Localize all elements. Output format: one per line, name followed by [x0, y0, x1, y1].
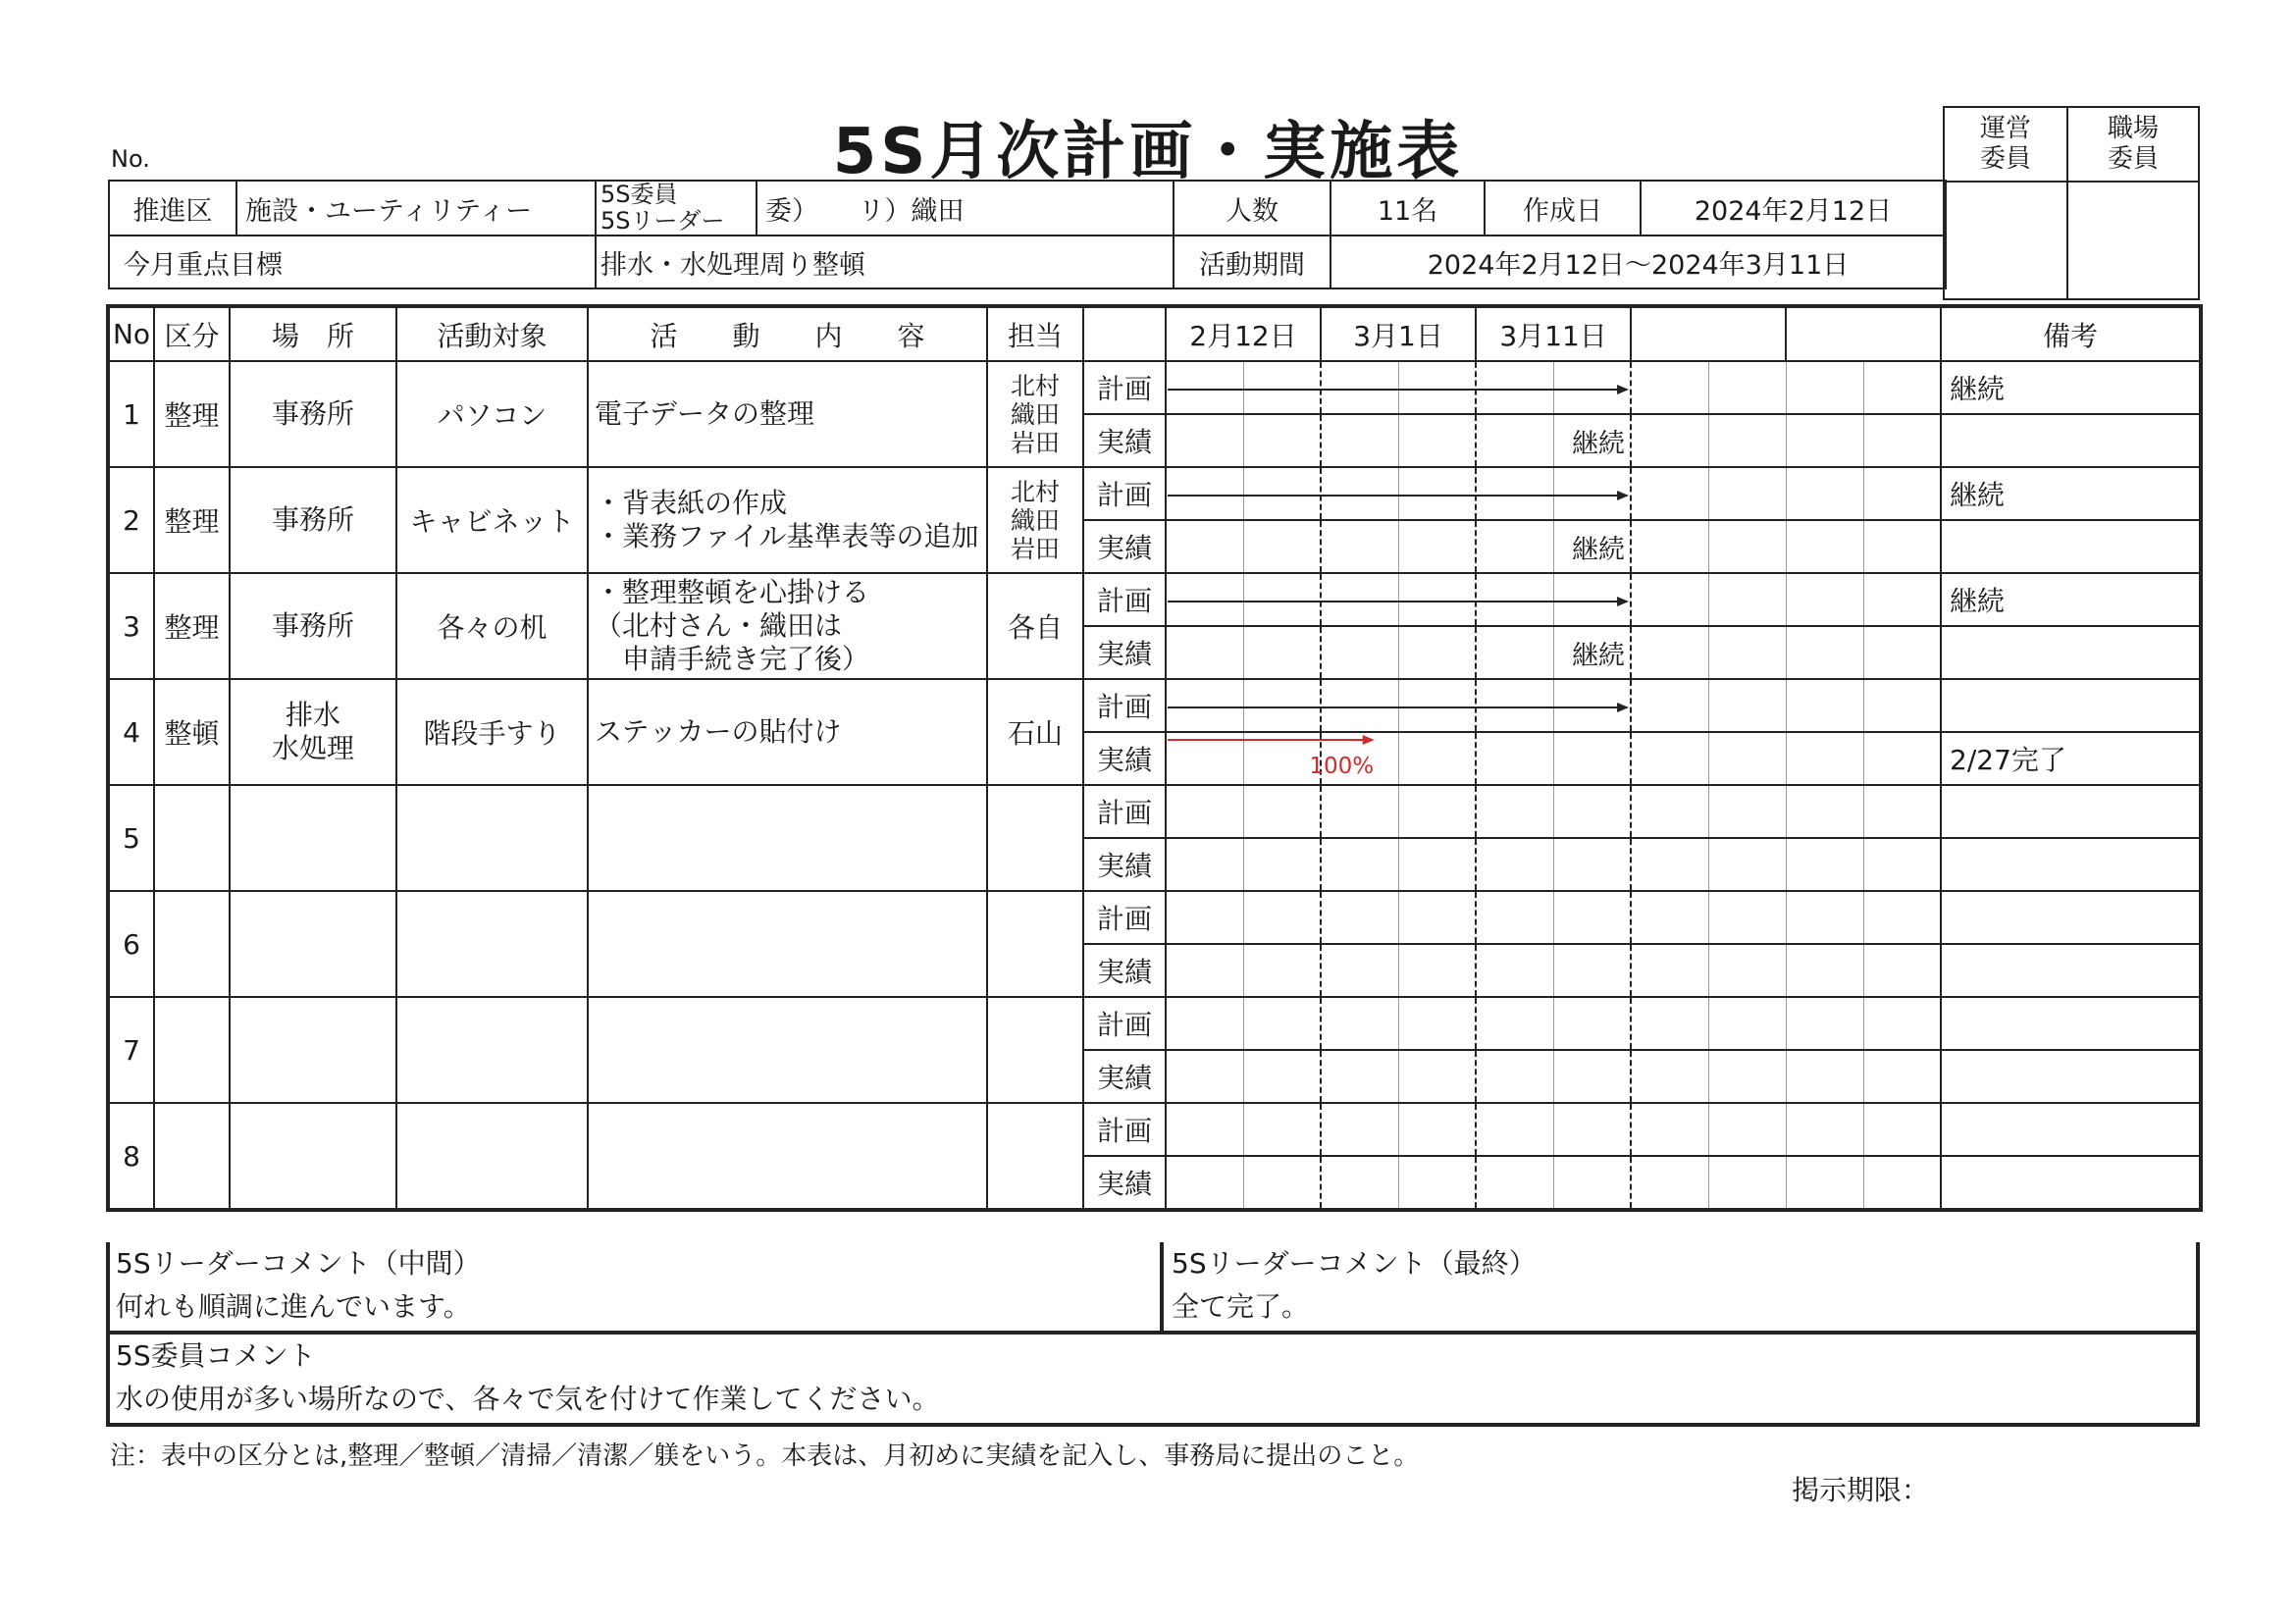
row-place[interactable] [230, 997, 396, 1103]
row-owner[interactable] [987, 891, 1083, 997]
row-number: 1 [108, 361, 154, 467]
row-place[interactable]: 事務所 [230, 467, 396, 573]
remark-plan[interactable]: 継続 [1941, 467, 2201, 520]
leader-mid-comment-text[interactable]: 何れも順調に進んでいます。 [116, 1290, 471, 1323]
gantt-cell[interactable] [1553, 1050, 1631, 1103]
actual-progress-label: 100% [1309, 754, 1375, 779]
gantt-cell[interactable] [1321, 1050, 1398, 1103]
gantt-cell[interactable] [1863, 944, 1941, 997]
actual-label: 実績 [1083, 414, 1166, 467]
remark-actual[interactable]: 2/27完了 [1941, 732, 2201, 785]
gantt-cell[interactable] [1708, 1103, 1786, 1156]
monthly-goal-label: 今月重点目標 [109, 236, 596, 288]
plan-label: 計画 [1083, 891, 1166, 944]
row-target[interactable]: 階段手すり [396, 679, 588, 785]
gantt-cell[interactable] [1631, 414, 1708, 467]
gantt-cell[interactable] [1321, 626, 1398, 679]
plan-label: 計画 [1083, 467, 1166, 520]
gantt-cell[interactable] [1243, 1156, 1321, 1210]
plan-label: 計画 [1083, 361, 1166, 414]
gantt-cell[interactable] [1708, 414, 1786, 467]
column-header-date-end: 3月11日 [1476, 306, 1631, 361]
row-target[interactable]: パソコン [396, 361, 588, 467]
gantt-cell[interactable] [1476, 520, 1553, 573]
comments-section [106, 1242, 2200, 1427]
gantt-cell[interactable] [1321, 785, 1398, 838]
gantt-cell[interactable] [1321, 838, 1398, 891]
actual-label: 実績 [1083, 838, 1166, 891]
gantt-cell[interactable] [1243, 785, 1321, 838]
remark-plan[interactable] [1941, 997, 2201, 1050]
gantt-cell[interactable] [1243, 997, 1321, 1050]
created-date-value[interactable]: 2024年2月12日 [1641, 181, 1946, 236]
gantt-cell[interactable] [1166, 1050, 1243, 1103]
gantt-cell[interactable] [1553, 997, 1631, 1050]
column-header-date-blank [1631, 306, 1786, 361]
gantt-cell[interactable] [1786, 626, 1863, 679]
gantt-cell[interactable] [1631, 891, 1708, 944]
monthly-goal-value[interactable]: 排水・水処理周り整頓 [596, 236, 1174, 288]
gantt-cell[interactable] [1166, 573, 1243, 626]
column-header-no: No [108, 306, 154, 361]
gantt-cell[interactable] [1243, 732, 1321, 785]
row-number: 3 [108, 573, 154, 679]
gantt-cell[interactable] [1631, 679, 1708, 732]
gantt-cell[interactable] [1708, 997, 1786, 1050]
gantt-cell[interactable] [1321, 732, 1398, 785]
gantt-cell[interactable] [1863, 1156, 1941, 1210]
row-target[interactable] [396, 997, 588, 1103]
row-owner[interactable] [987, 997, 1083, 1103]
row-owner[interactable]: 北村 織田 岩田 [987, 467, 1083, 573]
gantt-cell[interactable] [1708, 838, 1786, 891]
gantt-cell[interactable] [1786, 679, 1863, 732]
gantt-cell[interactable] [1166, 1156, 1243, 1210]
gantt-cell[interactable] [1321, 1103, 1398, 1156]
row-owner[interactable] [987, 1103, 1083, 1210]
gantt-cell[interactable] [1708, 732, 1786, 785]
gantt-cell[interactable] [1708, 573, 1786, 626]
gantt-cell[interactable] [1631, 1050, 1708, 1103]
gantt-cell[interactable] [1553, 838, 1631, 891]
gantt-cell[interactable] [1863, 732, 1941, 785]
gantt-cell[interactable] [1243, 573, 1321, 626]
gantt-cell[interactable] [1786, 361, 1863, 414]
gantt-cell[interactable] [1708, 467, 1786, 520]
gantt-cell[interactable] [1476, 1103, 1553, 1156]
activity-period-value[interactable]: 2024年2月12日～2024年3月11日 [1331, 236, 1946, 288]
activity-plan-table [106, 304, 2203, 1212]
row-content[interactable]: 電子データの整理 [588, 361, 987, 467]
gantt-cell[interactable] [1553, 626, 1631, 679]
area-value[interactable]: 施設・ユーティリティー [236, 181, 596, 236]
gantt-cell[interactable] [1631, 361, 1708, 414]
gantt-cell[interactable] [1166, 785, 1243, 838]
row-category[interactable] [154, 1103, 230, 1210]
document-number-label: No. [111, 145, 150, 173]
gantt-cell[interactable] [1786, 838, 1863, 891]
gantt-cell[interactable] [1476, 573, 1553, 626]
gantt-cell[interactable] [1166, 467, 1243, 520]
gantt-cell[interactable] [1863, 679, 1941, 732]
gantt-cell[interactable] [1476, 414, 1553, 467]
row-number: 8 [108, 1103, 154, 1210]
gantt-cell[interactable] [1553, 573, 1631, 626]
gantt-cell[interactable] [1786, 414, 1863, 467]
remark-actual[interactable] [1941, 944, 2201, 997]
row-owner[interactable]: 石山 [987, 679, 1083, 785]
gantt-cell[interactable] [1708, 679, 1786, 732]
approval-label-workplace: 職場 委員 [2068, 108, 2198, 183]
people-value[interactable]: 11名 [1331, 181, 1485, 236]
gantt-cell[interactable] [1786, 520, 1863, 573]
gantt-cell[interactable] [1786, 997, 1863, 1050]
row-owner[interactable] [987, 785, 1083, 891]
gantt-cell[interactable] [1166, 520, 1243, 573]
gantt-cell[interactable] [1321, 997, 1398, 1050]
gantt-cell[interactable] [1398, 467, 1476, 520]
row-content[interactable] [588, 1103, 987, 1210]
gantt-cell[interactable] [1631, 1156, 1708, 1210]
actual-label: 実績 [1083, 944, 1166, 997]
row-number: 6 [108, 891, 154, 997]
gantt-cell[interactable] [1786, 944, 1863, 997]
gantt-cell[interactable] [1863, 520, 1941, 573]
remark-plan[interactable] [1941, 785, 2201, 838]
row-category[interactable]: 整理 [154, 361, 230, 467]
gantt-cell[interactable] [1786, 732, 1863, 785]
gantt-cell[interactable] [1398, 944, 1476, 997]
row-target[interactable]: 各々の机 [396, 573, 588, 679]
gantt-cell[interactable] [1553, 520, 1631, 573]
gantt-cell[interactable] [1476, 467, 1553, 520]
column-header-owner: 担当 [987, 306, 1083, 361]
gantt-cell[interactable] [1863, 467, 1941, 520]
actual-label: 実績 [1083, 626, 1166, 679]
row-owner[interactable]: 各自 [987, 573, 1083, 679]
remark-actual[interactable] [1941, 520, 2201, 573]
gantt-cell[interactable] [1553, 944, 1631, 997]
plan-row [108, 891, 2201, 944]
row-content[interactable] [588, 785, 987, 891]
gantt-cell[interactable] [1708, 361, 1786, 414]
remark-plan[interactable] [1941, 891, 2201, 944]
gantt-cell[interactable] [1553, 785, 1631, 838]
approval-label-operations: 運営 委員 [1945, 108, 2066, 183]
plan-label: 計画 [1083, 997, 1166, 1050]
remark-plan[interactable] [1941, 679, 2201, 732]
gantt-cell[interactable] [1786, 1103, 1863, 1156]
column-header-date-start: 2月12日 [1166, 306, 1321, 361]
gantt-cell[interactable] [1321, 520, 1398, 573]
row-place[interactable] [230, 891, 396, 997]
remark-plan[interactable]: 継続 [1941, 573, 2201, 626]
gantt-cell[interactable] [1553, 361, 1631, 414]
gantt-cell[interactable] [1321, 467, 1398, 520]
actual-status-label: 継続 [1572, 641, 1626, 671]
leader-mid-comment-label: 5Sリーダーコメント（中間） [116, 1247, 481, 1280]
gantt-cell[interactable] [1243, 414, 1321, 467]
gantt-cell[interactable] [1398, 414, 1476, 467]
plan-label: 計画 [1083, 1103, 1166, 1156]
gantt-cell[interactable] [1243, 944, 1321, 997]
gantt-cell[interactable] [1476, 361, 1553, 414]
gantt-cell[interactable] [1631, 785, 1708, 838]
gantt-cell[interactable] [1398, 679, 1476, 732]
plan-label: 計画 [1083, 573, 1166, 626]
plan-label: 計画 [1083, 679, 1166, 732]
gantt-cell[interactable] [1476, 944, 1553, 997]
remark-actual[interactable] [1941, 626, 2201, 679]
actual-label: 実績 [1083, 520, 1166, 573]
gantt-cell[interactable] [1243, 1050, 1321, 1103]
gantt-cell[interactable] [1243, 626, 1321, 679]
gantt-cell[interactable] [1863, 785, 1941, 838]
gantt-cell[interactable] [1863, 414, 1941, 467]
remark-actual[interactable] [1941, 414, 2201, 467]
row-number: 7 [108, 997, 154, 1103]
gantt-cell[interactable] [1631, 626, 1708, 679]
gantt-cell[interactable] [1786, 1050, 1863, 1103]
gantt-cell[interactable] [1476, 997, 1553, 1050]
info-header-table [108, 180, 1947, 289]
row-number: 5 [108, 785, 154, 891]
leader-final-comment-text[interactable]: 全て完了。 [1172, 1290, 1310, 1323]
row-number: 4 [108, 679, 154, 785]
gantt-cell[interactable] [1243, 891, 1321, 944]
gantt-cell[interactable] [1166, 679, 1243, 732]
member-comment-text[interactable]: 水の使用が多い場所なので、各々で気を付けて作業してください。 [116, 1383, 940, 1415]
row-content[interactable] [588, 891, 987, 997]
gantt-cell[interactable] [1708, 944, 1786, 997]
gantt-cell[interactable] [1398, 891, 1476, 944]
gantt-cell[interactable] [1166, 997, 1243, 1050]
column-header-date-mid: 3月1日 [1321, 306, 1476, 361]
gantt-cell[interactable] [1863, 891, 1941, 944]
gantt-cell[interactable] [1553, 732, 1631, 785]
gantt-cell[interactable] [1398, 732, 1476, 785]
gantt-cell[interactable] [1398, 1156, 1476, 1210]
gantt-cell[interactable] [1863, 626, 1941, 679]
gantt-cell[interactable] [1166, 732, 1243, 785]
column-header-remarks: 備考 [1941, 306, 2201, 361]
gantt-cell[interactable] [1631, 520, 1708, 573]
gantt-cell[interactable] [1166, 944, 1243, 997]
gantt-cell[interactable] [1243, 838, 1321, 891]
plan-row [108, 467, 2201, 520]
gantt-cell[interactable] [1321, 679, 1398, 732]
row-category[interactable] [154, 785, 230, 891]
row-content[interactable]: ・整理整頓を心掛ける （北村さん・織田は 申請手続き完了後） [588, 573, 987, 679]
gantt-cell[interactable] [1476, 732, 1553, 785]
gantt-cell[interactable] [1243, 361, 1321, 414]
row-content[interactable] [588, 997, 987, 1103]
member-comment-label: 5S委員コメント [116, 1339, 316, 1372]
gantt-cell[interactable] [1321, 414, 1398, 467]
actual-label: 実績 [1083, 732, 1166, 785]
gantt-cell[interactable] [1398, 785, 1476, 838]
actual-label: 実績 [1083, 1050, 1166, 1103]
gantt-cell[interactable] [1476, 1050, 1553, 1103]
gantt-cell[interactable] [1631, 997, 1708, 1050]
gantt-cell[interactable] [1631, 944, 1708, 997]
page-title: 5S月次計画・実施表 [832, 116, 1464, 188]
row-number: 2 [108, 467, 154, 573]
committee-value[interactable]: 委） リ）織田 [757, 181, 1174, 236]
gantt-cell[interactable] [1398, 1103, 1476, 1156]
gantt-cell[interactable] [1708, 520, 1786, 573]
column-header-place: 場 所 [230, 306, 396, 361]
gantt-cell[interactable] [1476, 1156, 1553, 1210]
gantt-cell[interactable] [1553, 679, 1631, 732]
plan-row [108, 679, 2201, 732]
gantt-cell[interactable] [1863, 1103, 1941, 1156]
row-place[interactable] [230, 1103, 396, 1210]
gantt-cell[interactable] [1243, 467, 1321, 520]
people-label: 人数 [1174, 181, 1331, 236]
row-target[interactable]: キャビネット [396, 467, 588, 573]
gantt-cell[interactable] [1476, 891, 1553, 944]
gantt-cell[interactable] [1553, 891, 1631, 944]
gantt-cell[interactable] [1631, 838, 1708, 891]
column-header-target: 活動対象 [396, 306, 588, 361]
row-content[interactable]: ステッカーの貼付け [588, 679, 987, 785]
gantt-cell[interactable] [1786, 785, 1863, 838]
gantt-cell[interactable] [1398, 1050, 1476, 1103]
row-category[interactable]: 整理 [154, 467, 230, 573]
gantt-cell[interactable] [1786, 1156, 1863, 1210]
gantt-cell[interactable] [1553, 1156, 1631, 1210]
gantt-cell[interactable] [1476, 679, 1553, 732]
row-category[interactable]: 整頓 [154, 679, 230, 785]
row-place[interactable]: 事務所 [230, 573, 396, 679]
gantt-cell[interactable] [1243, 1103, 1321, 1156]
gantt-cell[interactable] [1166, 1103, 1243, 1156]
gantt-cell[interactable] [1631, 732, 1708, 785]
row-target[interactable] [396, 1103, 588, 1210]
remark-actual[interactable] [1941, 838, 2201, 891]
gantt-cell[interactable] [1166, 838, 1243, 891]
committee-label: 5S委員 5Sリーダー [596, 181, 757, 236]
remark-actual[interactable] [1941, 1156, 2201, 1210]
gantt-cell[interactable] [1631, 573, 1708, 626]
gantt-cell[interactable] [1166, 626, 1243, 679]
actual-label: 実績 [1083, 1156, 1166, 1210]
gantt-cell[interactable] [1166, 361, 1243, 414]
actual-status-label: 継続 [1572, 429, 1626, 459]
area-label: 推進区 [109, 181, 236, 236]
row-content[interactable]: ・背表紙の作成 ・業務ファイル基準表等の追加 [588, 467, 987, 573]
gantt-cell[interactable] [1708, 785, 1786, 838]
posting-deadline-label: 掲示期限： [1792, 1474, 1930, 1506]
gantt-cell[interactable] [1631, 467, 1708, 520]
remark-actual[interactable] [1941, 1050, 2201, 1103]
row-category[interactable]: 整理 [154, 573, 230, 679]
gantt-cell[interactable] [1398, 838, 1476, 891]
column-header-content: 活 動 内 容 [588, 306, 987, 361]
plan-row [108, 1103, 2201, 1156]
column-header-plan-actual [1083, 306, 1166, 361]
gantt-cell[interactable] [1708, 1050, 1786, 1103]
column-header-date-blank [1786, 306, 1941, 361]
plan-row [108, 361, 2201, 414]
gantt-cell[interactable] [1166, 414, 1243, 467]
gantt-cell[interactable] [1786, 573, 1863, 626]
row-place[interactable]: 排水 水処理 [230, 679, 396, 785]
approval-box-operations[interactable] [1943, 106, 2068, 300]
plan-label: 計画 [1083, 785, 1166, 838]
approval-box-workplace[interactable] [2066, 106, 2200, 300]
gantt-cell[interactable] [1321, 944, 1398, 997]
plan-row [108, 573, 2201, 626]
gantt-cell[interactable] [1863, 838, 1941, 891]
remark-plan[interactable]: 継続 [1941, 361, 2201, 414]
gantt-cell[interactable] [1553, 414, 1631, 467]
activity-period-label: 活動期間 [1174, 236, 1331, 288]
row-category[interactable] [154, 997, 230, 1103]
row-place[interactable]: 事務所 [230, 361, 396, 467]
column-header-category: 区分 [154, 306, 230, 361]
gantt-cell[interactable] [1553, 1103, 1631, 1156]
gantt-cell[interactable] [1708, 1156, 1786, 1210]
plan-row [108, 997, 2201, 1050]
row-target[interactable] [396, 891, 588, 997]
gantt-cell[interactable] [1398, 361, 1476, 414]
gantt-cell[interactable] [1476, 785, 1553, 838]
remark-plan[interactable] [1941, 1103, 2201, 1156]
gantt-cell[interactable] [1398, 997, 1476, 1050]
row-owner[interactable]: 北村 織田 岩田 [987, 361, 1083, 467]
gantt-cell[interactable] [1321, 891, 1398, 944]
gantt-cell[interactable] [1786, 891, 1863, 944]
row-target[interactable] [396, 785, 588, 891]
gantt-cell[interactable] [1863, 1050, 1941, 1103]
gantt-cell[interactable] [1708, 626, 1786, 679]
gantt-cell[interactable] [1786, 467, 1863, 520]
actual-status-label: 継続 [1572, 535, 1626, 565]
gantt-cell[interactable] [1398, 626, 1476, 679]
footer-note: 注：表中の区分とは,整理／整頓／清掃／清潔／躾をいう。本表は、月初めに実績を記入し、事務局に提出のこと。 [110, 1441, 1420, 1471]
gantt-cell[interactable] [1553, 467, 1631, 520]
plan-row [108, 785, 2201, 838]
row-place[interactable] [230, 785, 396, 891]
gantt-cell[interactable] [1476, 626, 1553, 679]
gantt-cell[interactable] [1863, 573, 1941, 626]
gantt-cell[interactable] [1166, 891, 1243, 944]
gantt-cell[interactable] [1321, 1156, 1398, 1210]
gantt-cell[interactable] [1398, 573, 1476, 626]
created-date-label: 作成日 [1485, 181, 1641, 236]
gantt-cell[interactable] [1243, 520, 1321, 573]
gantt-cell[interactable] [1321, 573, 1398, 626]
gantt-cell[interactable] [1863, 361, 1941, 414]
gantt-cell[interactable] [1708, 891, 1786, 944]
row-category[interactable] [154, 891, 230, 997]
gantt-cell[interactable] [1476, 838, 1553, 891]
gantt-cell[interactable] [1243, 679, 1321, 732]
gantt-cell[interactable] [1631, 1103, 1708, 1156]
gantt-cell[interactable] [1398, 520, 1476, 573]
gantt-cell[interactable] [1863, 997, 1941, 1050]
gantt-cell[interactable] [1321, 361, 1398, 414]
leader-final-comment-label: 5Sリーダーコメント（最終） [1172, 1247, 1537, 1280]
